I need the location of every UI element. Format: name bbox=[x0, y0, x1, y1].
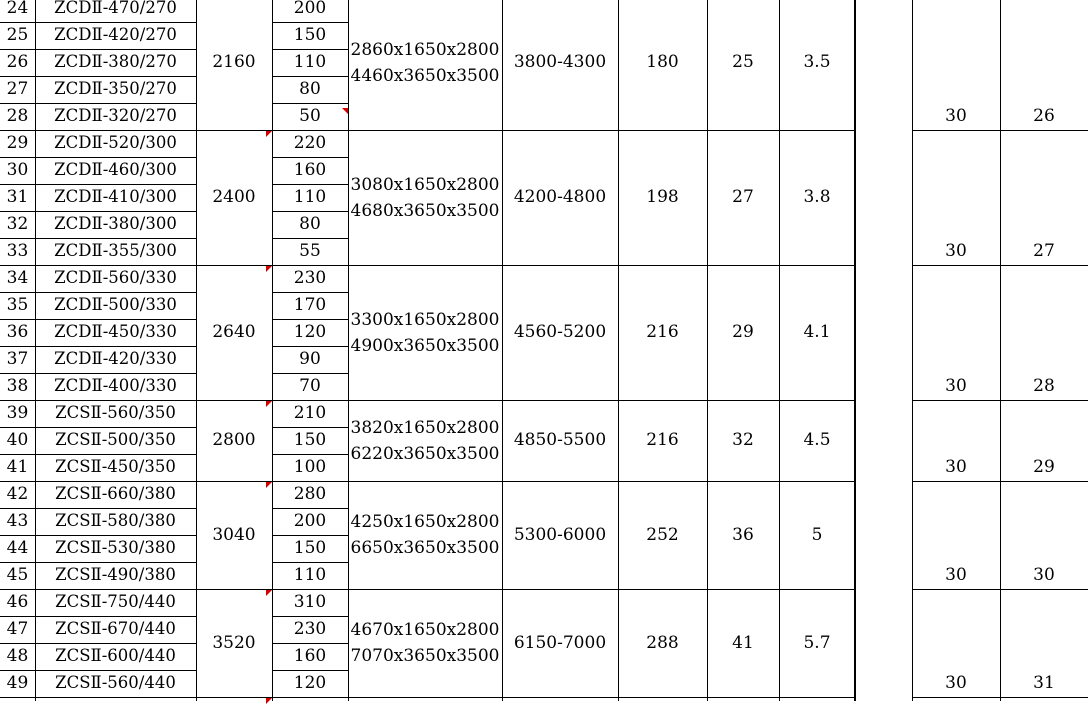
row-number[interactable]: 48 bbox=[6, 646, 29, 666]
group-col-4[interactable]: 30 bbox=[945, 457, 967, 477]
model-name[interactable]: ZCSⅡ-500/350 bbox=[55, 430, 176, 450]
group-col-2[interactable]: 41 bbox=[732, 632, 754, 653]
row-value[interactable]: 170 bbox=[293, 295, 327, 315]
column-divider bbox=[196, 0, 197, 701]
column-divider bbox=[502, 0, 503, 701]
row-value[interactable]: 200 bbox=[293, 0, 327, 18]
model-name[interactable]: ZCDⅡ-420/270 bbox=[54, 25, 177, 45]
dimension-line: 4680x3650x3500 bbox=[350, 200, 500, 221]
group-col-1[interactable]: 252 bbox=[646, 524, 679, 545]
row-value[interactable]: 80 bbox=[299, 214, 321, 234]
group-col-5[interactable]: 30 bbox=[1033, 565, 1055, 585]
row-number[interactable]: 38 bbox=[6, 376, 29, 396]
group-col-3[interactable]: 4.1 bbox=[803, 322, 831, 342]
model-name[interactable]: ZCSⅡ-670/440 bbox=[55, 619, 176, 639]
group-range[interactable]: 4560-5200 bbox=[513, 322, 607, 342]
model-name[interactable]: ZCDⅡ-500/330 bbox=[54, 295, 177, 315]
row-value[interactable]: 150 bbox=[293, 25, 327, 45]
row-number[interactable]: 49 bbox=[6, 673, 29, 693]
model-name[interactable]: ZCSⅡ-580/380 bbox=[55, 511, 176, 531]
dimension-line: 4900x3650x3500 bbox=[350, 335, 500, 356]
row-divider bbox=[272, 697, 348, 698]
row-value[interactable]: 70 bbox=[299, 376, 321, 396]
group-dimensions[interactable] bbox=[348, 265, 502, 400]
model-name[interactable]: ZCDⅡ-450/330 bbox=[54, 322, 177, 342]
row-value[interactable]: 310 bbox=[293, 592, 327, 612]
column-divider bbox=[912, 0, 913, 701]
row-value[interactable]: 120 bbox=[293, 322, 327, 342]
row-value[interactable]: 160 bbox=[293, 160, 327, 180]
model-name[interactable]: ZCDⅡ-380/300 bbox=[54, 214, 177, 234]
group-range[interactable]: 3800-4300 bbox=[513, 52, 607, 72]
row-number[interactable]: 34 bbox=[6, 268, 29, 288]
model-name[interactable]: ZCSⅡ-660/380 bbox=[55, 484, 176, 504]
dimension-line: 2860x1650x2800 bbox=[350, 39, 500, 60]
group-col-3[interactable]: 3.8 bbox=[803, 187, 831, 207]
dimension-line: 4250x1650x2800 bbox=[350, 512, 500, 532]
row-value[interactable]: 110 bbox=[293, 52, 327, 72]
model-name[interactable]: ZCDⅡ-420/330 bbox=[54, 349, 177, 369]
model-name[interactable]: ZCDⅡ-560/330 bbox=[54, 268, 177, 288]
group-col-1[interactable]: 216 bbox=[646, 430, 679, 450]
group-range[interactable]: 6150-7000 bbox=[513, 632, 607, 653]
group-range[interactable]: 4850-5500 bbox=[513, 430, 607, 450]
row-value[interactable]: 160 bbox=[293, 646, 327, 666]
group-col-4[interactable]: 30 bbox=[945, 106, 967, 126]
model-name[interactable]: ZCDⅡ-520/300 bbox=[54, 133, 177, 153]
group-col-5[interactable]: 27 bbox=[1033, 241, 1055, 261]
group-range[interactable]: 5300-6000 bbox=[513, 524, 607, 545]
row-number[interactable]: 26 bbox=[6, 52, 29, 72]
row-value[interactable]: 90 bbox=[299, 349, 321, 369]
group-col-2[interactable]: 29 bbox=[732, 322, 754, 342]
row-value[interactable]: 200 bbox=[293, 511, 327, 531]
dimension-line: 3300x1650x2800 bbox=[350, 309, 500, 330]
row-number[interactable]: 47 bbox=[6, 619, 29, 639]
group-col-1[interactable]: 216 bbox=[646, 322, 679, 342]
column-divider bbox=[1000, 0, 1001, 701]
model-name[interactable]: ZCSⅡ-560/440 bbox=[55, 673, 176, 693]
row-value[interactable]: 100 bbox=[293, 457, 327, 477]
group-span-value[interactable]: 2400 bbox=[212, 187, 256, 207]
row-number[interactable]: 43 bbox=[6, 511, 29, 531]
dimension-line: 6220x3650x3500 bbox=[350, 443, 500, 464]
row-divider bbox=[0, 697, 196, 698]
group-col-4[interactable]: 30 bbox=[945, 565, 967, 585]
row-value[interactable]: 50 bbox=[299, 106, 321, 126]
row-value[interactable]: 110 bbox=[293, 565, 327, 585]
row-value[interactable]: 80 bbox=[299, 79, 321, 99]
model-name[interactable]: ZCDⅡ-355/300 bbox=[54, 241, 177, 261]
group-col-1[interactable]: 288 bbox=[646, 632, 679, 653]
row-number[interactable]: 33 bbox=[6, 241, 29, 261]
dimension-line: 7070x3650x3500 bbox=[350, 646, 500, 666]
group-range[interactable]: 4200-4800 bbox=[513, 187, 607, 207]
group-col-5[interactable]: 26 bbox=[1033, 106, 1055, 126]
row-value[interactable]: 120 bbox=[293, 673, 327, 693]
row-number[interactable]: 25 bbox=[6, 25, 29, 45]
row-number[interactable]: 45 bbox=[6, 565, 29, 585]
row-value[interactable]: 220 bbox=[293, 133, 327, 153]
row-number[interactable]: 31 bbox=[6, 187, 29, 207]
group-col-5[interactable]: 28 bbox=[1033, 376, 1055, 396]
group-dimensions[interactable] bbox=[348, 481, 502, 589]
group-col-2[interactable]: 25 bbox=[732, 52, 754, 72]
model-name[interactable]: ZCSⅡ-450/350 bbox=[55, 457, 176, 477]
group-col-4[interactable]: 30 bbox=[945, 241, 967, 261]
row-value[interactable]: 230 bbox=[293, 619, 327, 639]
group-col-5[interactable]: 31 bbox=[1033, 673, 1055, 693]
model-name[interactable]: ZCSⅡ-600/440 bbox=[55, 646, 176, 666]
group-dimensions[interactable] bbox=[348, 589, 502, 697]
row-number[interactable]: 39 bbox=[6, 403, 29, 423]
row-number[interactable]: 36 bbox=[6, 322, 29, 342]
row-value[interactable]: 55 bbox=[299, 241, 321, 261]
column-divider bbox=[707, 0, 708, 701]
group-col-2[interactable]: 32 bbox=[732, 430, 754, 450]
group-col-3[interactable]: 5.7 bbox=[803, 632, 831, 653]
model-name[interactable]: ZCSⅡ-490/380 bbox=[55, 565, 176, 585]
group-col-1[interactable]: 180 bbox=[646, 52, 679, 72]
dimension-line: 3820x1650x2800 bbox=[350, 417, 500, 438]
group-col-3[interactable]: 3.5 bbox=[803, 52, 831, 72]
dimension-line: 4460x3650x3500 bbox=[350, 65, 500, 86]
group-col-2[interactable]: 27 bbox=[732, 187, 754, 207]
model-name[interactable]: ZCDⅡ-320/270 bbox=[54, 106, 177, 126]
row-number[interactable]: 24 bbox=[6, 0, 29, 18]
row-number[interactable]: 30 bbox=[6, 160, 29, 180]
row-value[interactable]: 230 bbox=[293, 268, 327, 288]
group-divider bbox=[196, 697, 272, 698]
group-col-2[interactable]: 36 bbox=[732, 524, 754, 545]
group-col-1[interactable]: 198 bbox=[646, 187, 679, 207]
column-divider bbox=[272, 0, 273, 701]
row-value[interactable]: 110 bbox=[293, 187, 327, 207]
row-number[interactable]: 44 bbox=[6, 538, 29, 558]
row-number[interactable]: 37 bbox=[6, 349, 29, 369]
row-number[interactable]: 27 bbox=[6, 79, 29, 99]
row-value[interactable]: 150 bbox=[293, 430, 327, 450]
column-divider bbox=[35, 0, 36, 701]
group-span-value[interactable]: 3040 bbox=[212, 524, 256, 545]
model-name[interactable]: ZCDⅡ-410/300 bbox=[54, 187, 177, 207]
column-divider bbox=[348, 0, 349, 701]
model-name[interactable]: ZCSⅡ-530/380 bbox=[55, 538, 176, 558]
column-divider bbox=[618, 0, 619, 701]
group-col-5[interactable]: 29 bbox=[1033, 457, 1055, 477]
row-number[interactable]: 29 bbox=[6, 133, 29, 153]
model-name[interactable]: ZCDⅡ-380/270 bbox=[54, 52, 177, 72]
row-number[interactable]: 32 bbox=[6, 214, 29, 234]
group-dimensions[interactable] bbox=[348, 400, 502, 481]
model-name[interactable]: ZCSⅡ-750/440 bbox=[55, 592, 176, 612]
row-number[interactable]: 42 bbox=[6, 484, 29, 504]
group-span-value[interactable]: 2160 bbox=[212, 52, 256, 72]
group-dimensions[interactable] bbox=[348, 0, 502, 130]
row-value[interactable]: 150 bbox=[293, 538, 327, 558]
column-divider bbox=[779, 0, 780, 701]
model-name[interactable]: ZCSⅡ-560/350 bbox=[55, 403, 176, 423]
row-number[interactable]: 46 bbox=[6, 592, 29, 612]
group-col-3[interactable]: 4.5 bbox=[803, 430, 831, 450]
model-name[interactable]: ZCDⅡ-350/270 bbox=[54, 79, 177, 99]
group-col-3[interactable]: 5 bbox=[811, 524, 823, 545]
group-span-value[interactable]: 3520 bbox=[212, 632, 256, 653]
model-name[interactable]: ZCDⅡ-470/270 bbox=[54, 0, 177, 18]
row-value[interactable]: 210 bbox=[293, 403, 327, 423]
row-number[interactable]: 40 bbox=[6, 430, 29, 450]
row-number[interactable]: 41 bbox=[6, 457, 29, 477]
group-span-value[interactable]: 2800 bbox=[212, 430, 256, 450]
model-name[interactable]: ZCDⅡ-400/330 bbox=[54, 376, 177, 396]
row-number[interactable]: 28 bbox=[6, 106, 29, 126]
row-value[interactable]: 280 bbox=[293, 484, 327, 504]
group-dimensions[interactable] bbox=[348, 130, 502, 265]
group-span-value[interactable]: 2640 bbox=[212, 322, 256, 342]
dimension-line: 3080x1650x2800 bbox=[350, 174, 500, 195]
group-col-4[interactable]: 30 bbox=[945, 376, 967, 396]
dimension-line: 6650x3650x3500 bbox=[350, 538, 500, 558]
dimension-line: 4670x1650x2800 bbox=[350, 620, 500, 640]
column-divider-bold bbox=[854, 0, 856, 701]
group-col-4[interactable]: 30 bbox=[945, 673, 967, 693]
row-number[interactable]: 35 bbox=[6, 295, 29, 315]
model-name[interactable]: ZCDⅡ-460/300 bbox=[54, 160, 177, 180]
